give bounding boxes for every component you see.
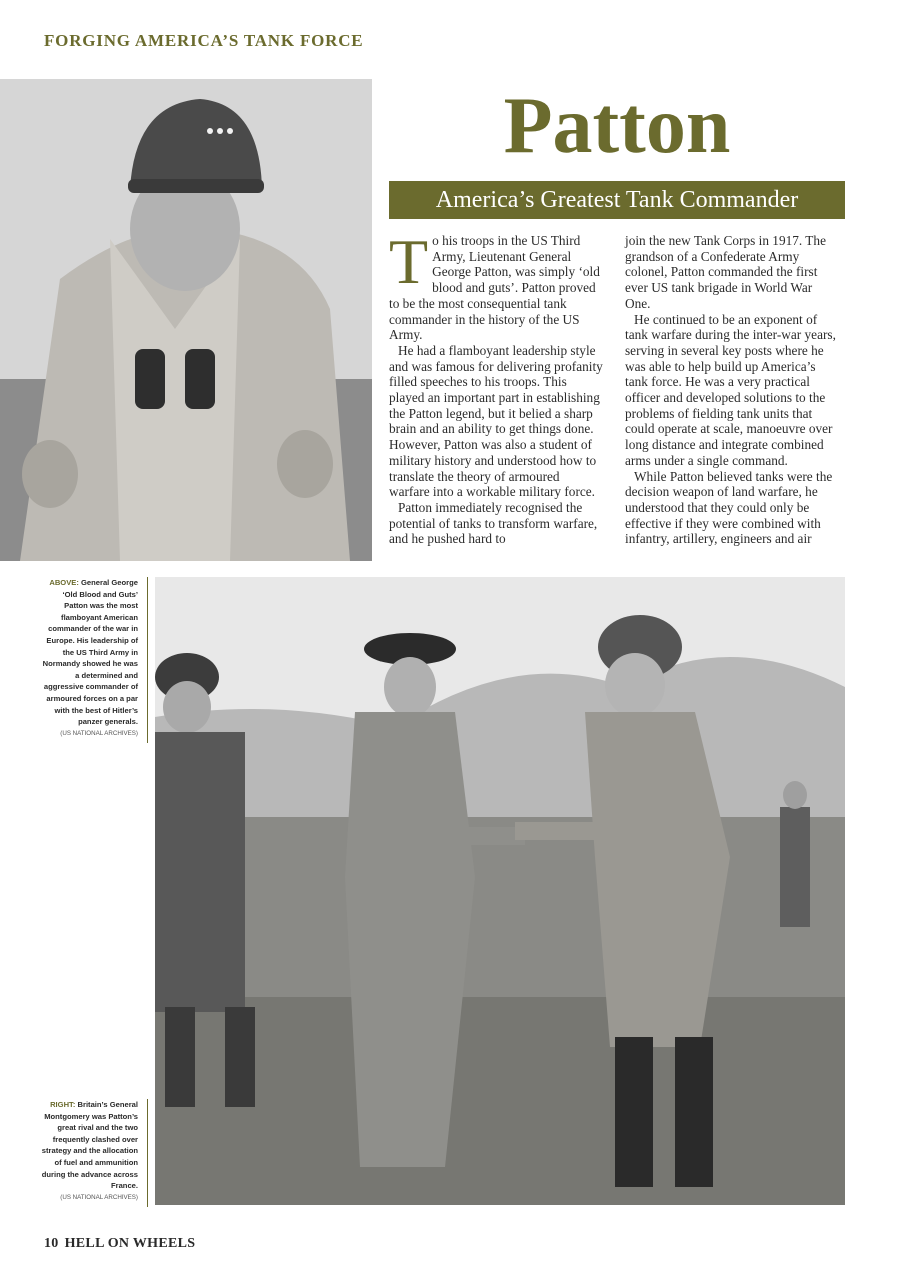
patton-montgomery-handshake-photo: [155, 577, 845, 1205]
article-subtitle: America’s Greatest Tank Commander: [389, 181, 845, 219]
caption-lead: ABOVE:: [49, 578, 79, 587]
body-paragraph: While Patton believed tanks were the decision weapon of land warfare, he understood that they could only be effective if they were combined with infantry, artillery, engineers and air: [625, 468, 833, 547]
caption-text: Britain’s General Montgomery was Patton’s great rival and the two frequently clashed over strategy and the allocation of fuel and ammunition during the advance across France.: [41, 1100, 138, 1191]
page-number: 10: [44, 1236, 59, 1251]
patton-portrait-photo: [0, 79, 372, 561]
caption-above: [40, 577, 138, 739]
body-paragraph: He had a flamboyant leadership style and was famous for delivering profanity filled speeches to his troops. This played an important part in establishing the Patton legend, but it belied a sharp brain and an ability to get things done. However, Patton was also a student of military history and understood how to translate the theory of armoured warfare into a workable military force.: [389, 342, 603, 500]
intro-paragraph: [389, 226, 603, 343]
body-paragraph: He continued to be an exponent of tank warfare during the inter-war years, serving in several key posts where he was able to help build up America’s tank force. He was a very practical officer and developed solutions to the problems of fielding tank units that could operate at scale, manoeuvre over long distance and integrate combined arms under a single command.: [625, 311, 836, 468]
caption-right: [40, 1099, 138, 1203]
body-paragraph: Patton immediately recognised the potential of tanks to transform warfare, and he pushed hard to: [389, 499, 598, 547]
page-footer: [44, 1236, 195, 1252]
caption-lead: RIGHT:: [50, 1100, 76, 1109]
paragraph-text: o his troops in the US Third Army, Lieutenant General George Patton, was simply ‘old blood and guts’. Patton proved to be the most consequential tank commander in the history of the US Army.: [389, 233, 600, 343]
photo-credit: (US NATIONAL ARCHIVES): [60, 1193, 138, 1201]
running-head: FORGING AMERICA’S TANK FORCE: [44, 31, 364, 50]
photo-credit: (US NATIONAL ARCHIVES): [60, 729, 138, 737]
magazine-name: HELL ON WHEELS: [64, 1236, 196, 1251]
caption-text: General George ‘Old Blood and Guts’ Patton was the most flamboyant American commander of the war in Europe. His leadership of the US Third Army in Normandy showed he was a determined and aggressive commander of armoured forces on a par with the best of Hitler’s panzer generals.: [42, 578, 138, 727]
drop-cap: T: [389, 226, 429, 297]
body-column-left: [389, 226, 603, 547]
body-paragraph: join the new Tank Corps in 1917. The grandson of a Confederate Army colonel, Patton commanded the first ever US tank brigade in World War One.: [625, 233, 826, 311]
article-title: Patton: [503, 82, 731, 170]
caption-divider: [147, 1099, 148, 1207]
body-column-right: [625, 233, 839, 547]
caption-divider: [147, 577, 148, 743]
